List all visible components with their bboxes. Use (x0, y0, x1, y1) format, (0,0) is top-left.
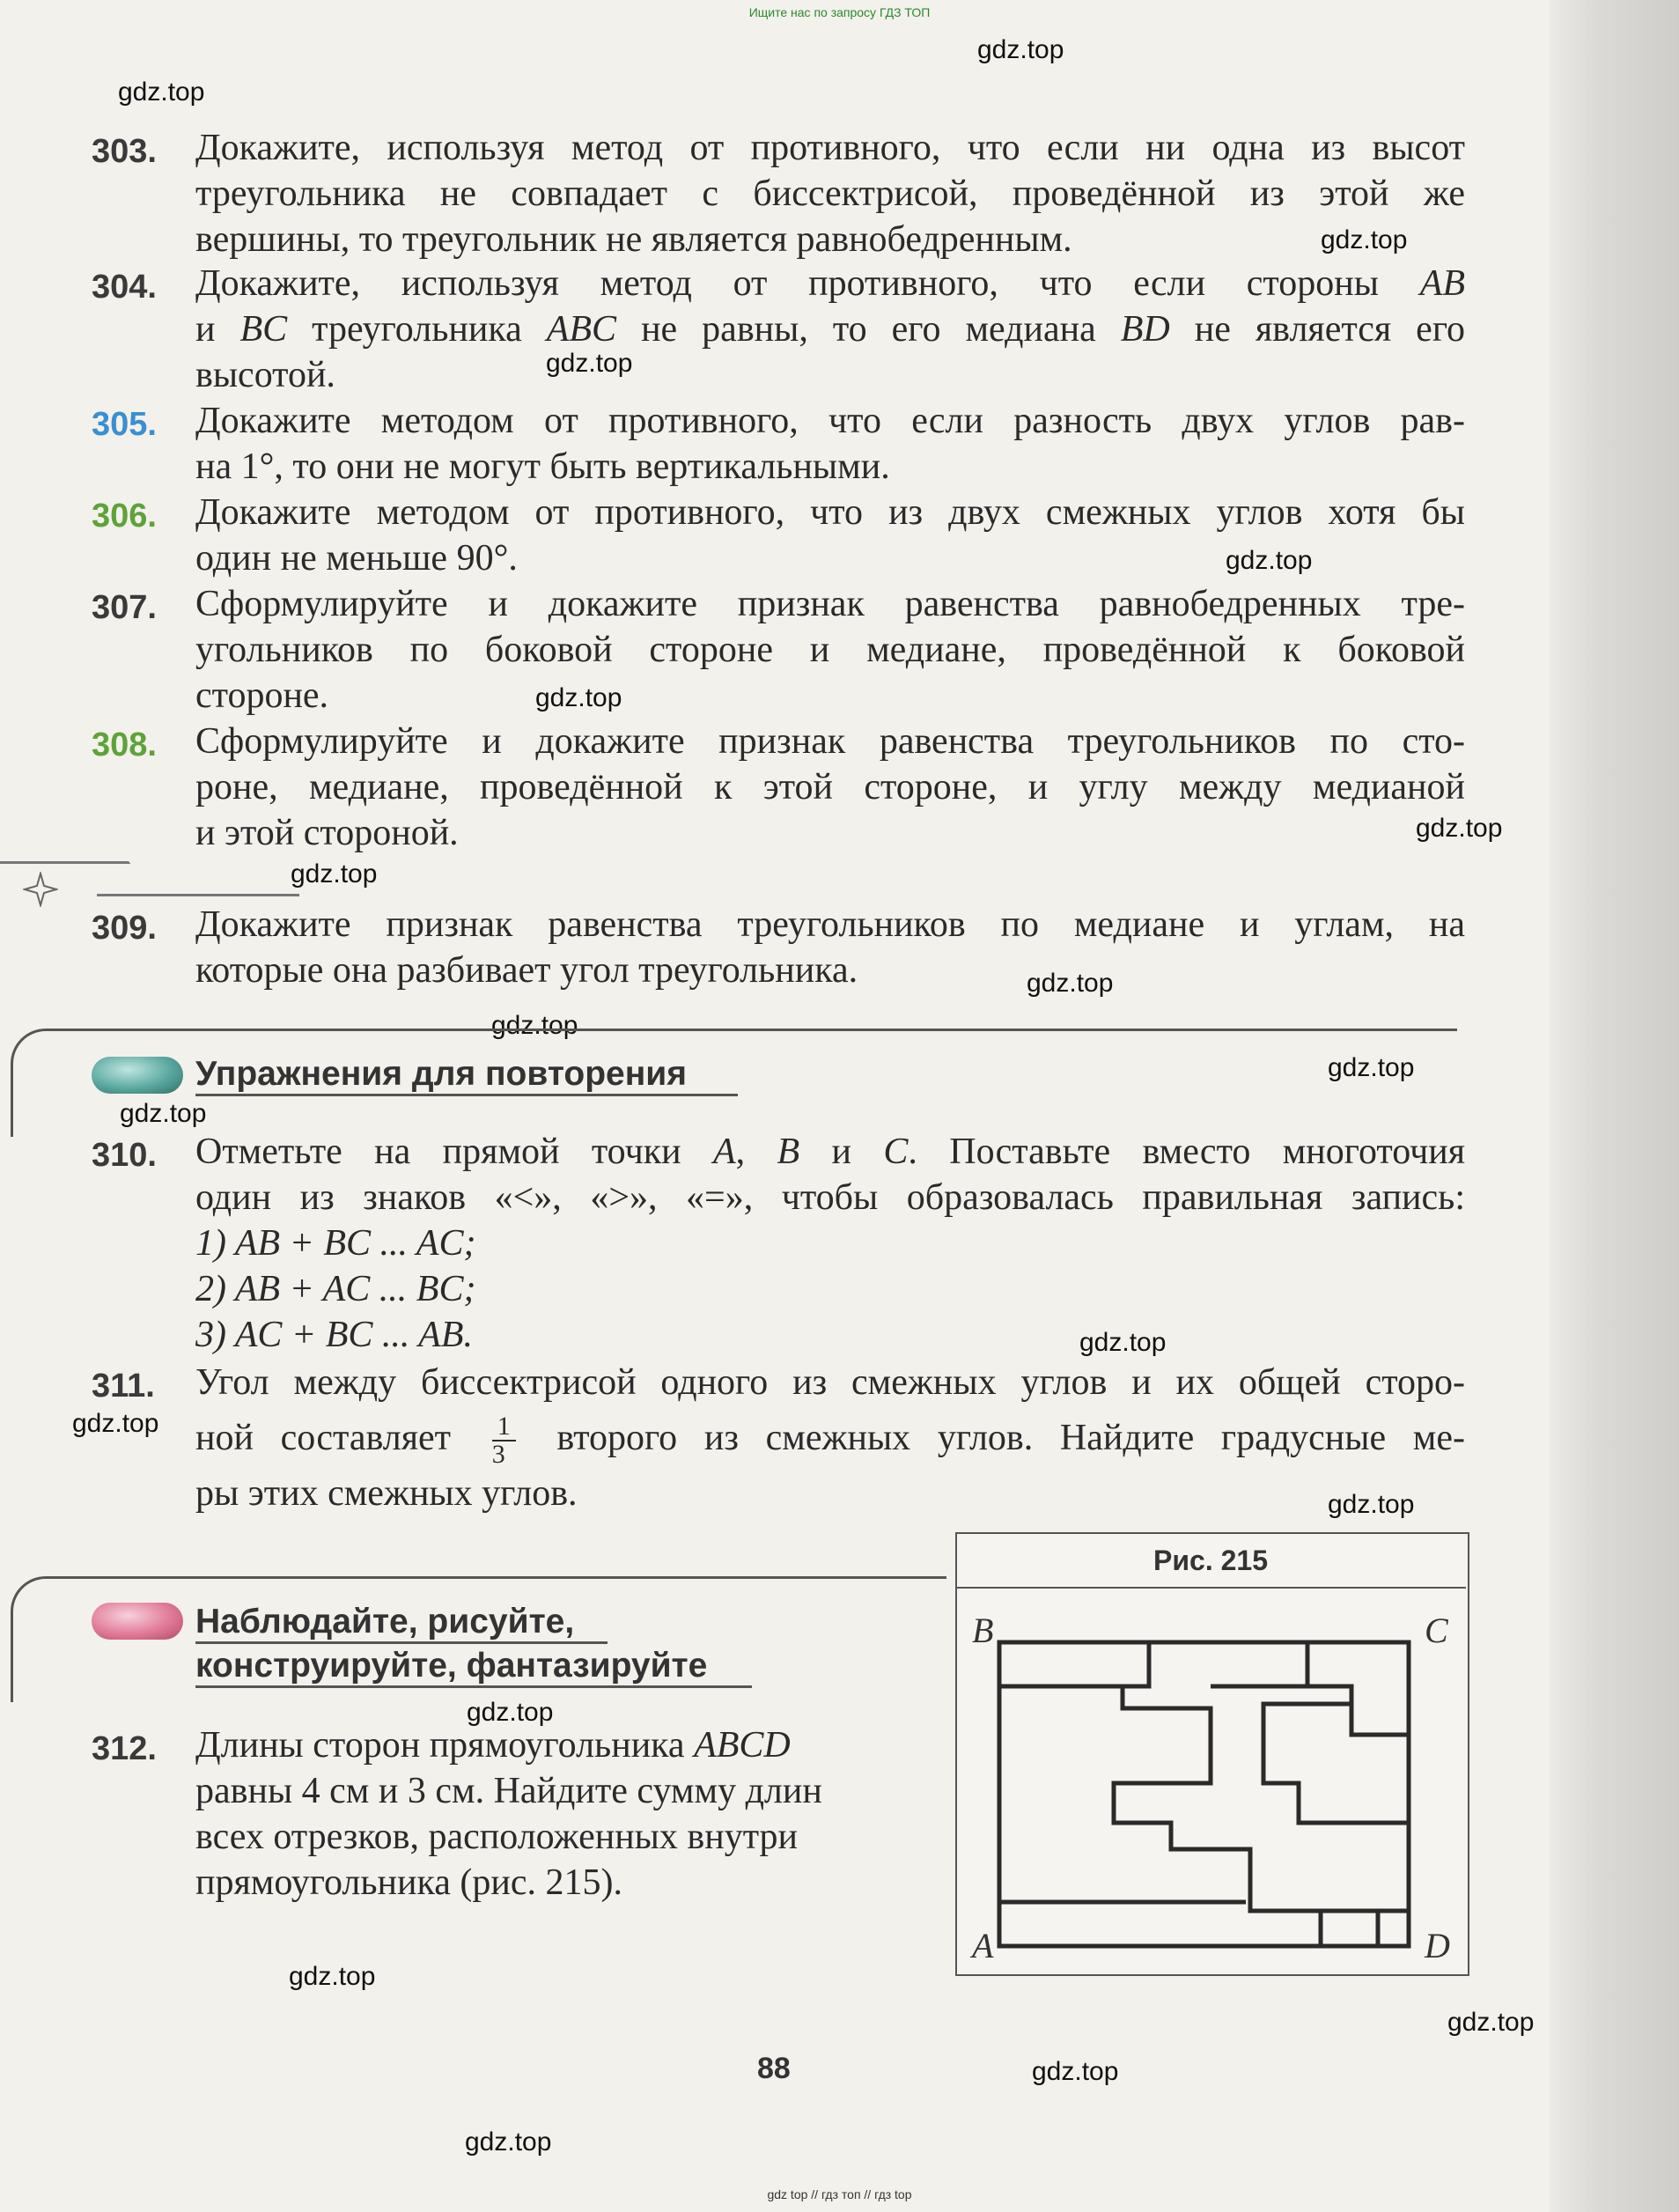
text-line: прямоугольника (рис. 215). (195, 1862, 622, 1903)
problem-number: 305. (92, 406, 157, 443)
inner-segment (999, 1642, 1149, 1686)
section-title: Упражнения для повторения (195, 1055, 688, 1093)
text-line: высотой. (195, 355, 335, 395)
watermark: gdz.top (535, 683, 622, 712)
math-var: BC (239, 309, 288, 350)
watermark: gdz.top (465, 2127, 552, 2157)
inner-segment (1351, 1704, 1409, 1735)
footer-note: gdz top // гдз топ // гдз top (767, 2187, 912, 2201)
text-segment: ной составляет (195, 1418, 452, 1458)
problem-312 (92, 1722, 937, 1906)
fraction-numerator: 1 (492, 1413, 516, 1441)
watermark: gdz.top (1226, 546, 1313, 575)
text-line: стороне. (195, 675, 329, 716)
problem-number: 307. (92, 589, 157, 626)
text-line: и этой стороной. (195, 813, 459, 853)
watermark: gdz.top (1328, 1490, 1415, 1519)
figure-title: Рис. 215 (1153, 1545, 1268, 1576)
problem-number: 308. (92, 726, 157, 763)
text-line: Отметьте на прямой точки A, B и C. Поставьте вместо многоточия (195, 1132, 1466, 1172)
watermark: gdz.top (289, 1962, 376, 1991)
text-line: всех отрезков, расположенных внутри (195, 1817, 799, 1857)
text-segment: . Поставьте вместо многоточия (908, 1132, 1466, 1172)
section-title-line2: конструируйте, фантазируйте (195, 1647, 708, 1685)
problem-number: 311. (92, 1368, 155, 1405)
list-item: 2) AB + AC ... BC; (195, 1269, 476, 1309)
problem-308 (92, 719, 1465, 856)
problem-310 (92, 1129, 1465, 1358)
watermark: gdz.top (72, 1409, 159, 1438)
star-marker-icon (23, 872, 58, 907)
math-var: C (883, 1132, 909, 1172)
problem-number: 309. (92, 910, 157, 947)
watermark: gdz.top (491, 1011, 578, 1040)
watermark: gdz.top (1079, 1328, 1167, 1357)
text-line: Угол между биссектрисой одного из смежных углов и их общей сторо- (195, 1362, 1465, 1403)
problem-number: 310. (92, 1137, 157, 1174)
text-line (195, 261, 1465, 306)
vertex-label-c: C (1425, 1611, 1448, 1650)
watermark: gdz.top (1416, 814, 1503, 843)
problem-305 (92, 398, 1465, 490)
section-pill-icon (92, 1603, 183, 1640)
text-segment: и (831, 1132, 852, 1172)
text-line (195, 1722, 937, 1768)
text-line: угольников по боковой стороне и медиане, проведённой к боковой (195, 630, 1465, 670)
math-var: BD (1120, 309, 1170, 350)
text-line: один не меньше 90°. (195, 538, 518, 579)
text-line (195, 306, 1465, 352)
watermark: gdz.top (467, 1698, 554, 1727)
section-pill-icon (92, 1057, 183, 1094)
figure-215-drawing (955, 1532, 1466, 1972)
text-segment: и (195, 309, 216, 350)
watermark: gdz.top (120, 1099, 207, 1128)
math-var: A (712, 1132, 736, 1172)
text-line: Докажите признак равенства треугольников по медиане и углам, на (195, 904, 1465, 945)
section-title-line1: Наблюдайте, рисуйте, (195, 1603, 575, 1641)
text-segment: второго из смежных углов. Найдите градусные ме- (556, 1418, 1466, 1458)
problem-304 (92, 261, 1465, 398)
text-line: равны 4 см и 3 см. Найдите сумму длин (195, 1771, 822, 1811)
section-underline (195, 1641, 608, 1644)
page-number: 88 (757, 2052, 791, 2085)
watermark: gdz.top (1027, 969, 1114, 998)
inner-segment (1114, 1686, 1321, 1946)
problem-number: 303. (92, 133, 157, 170)
inner-segment (1211, 1686, 1409, 1823)
vertex-label-a: A (972, 1926, 994, 1965)
problem-311 (92, 1360, 1465, 1516)
section-underline (195, 1094, 738, 1096)
list-item: 3) AC + BC ... AB. (195, 1315, 473, 1355)
math-var: AB (1419, 263, 1465, 304)
section-rule (0, 861, 79, 864)
math-var: ABC (546, 309, 617, 350)
vertex-label-b: B (972, 1611, 994, 1650)
watermark: gdz.top (546, 349, 633, 378)
text-line: Сформулируйте и докажите признак равенства равнобедренных тре- (195, 584, 1465, 624)
text-line: которые она разбивает угол треугольника. (195, 950, 858, 991)
watermark: gdz.top (1328, 1053, 1415, 1082)
watermark: gdz.top (1032, 2057, 1119, 2086)
header-note: Ищите нас по запросу ГДЗ ТОП (748, 5, 931, 19)
list-item: 1) AB + BC ... AC; (195, 1223, 476, 1264)
text-line: ры этих смежных углов. (195, 1473, 578, 1514)
problem-number: 306. (92, 498, 157, 535)
text-segment: Докажите, используя метод от противного, что если стороны (195, 263, 1379, 304)
text-line: Докажите методом от противного, что из двух смежных углов хотя бы (195, 492, 1465, 533)
math-var: B (777, 1132, 800, 1172)
text-line: на 1°, то они не могут быть вертикальными. (195, 446, 890, 487)
text-line: Докажите методом от противного, что если разность двух углов рав- (195, 401, 1465, 441)
problem-309 (92, 902, 1465, 993)
vertex-label-d: D (1425, 1926, 1450, 1965)
watermark: gdz.top (291, 859, 378, 888)
section-underline (195, 1685, 752, 1688)
watermark: gdz.top (1447, 2008, 1535, 2037)
section-rule (97, 894, 299, 896)
problem-number: 304. (92, 269, 157, 306)
fraction (492, 1413, 516, 1468)
text-line: треугольника не совпадает с биссектрисой, проведённой из этой же (195, 173, 1465, 214)
problem-number: 312. (92, 1730, 157, 1767)
page-edge-shadow (1550, 0, 1679, 2212)
text-line: Докажите, используя метод от противного, что если ни одна из высот (195, 128, 1465, 168)
problem-307 (92, 581, 1465, 719)
watermark: gdz.top (1321, 225, 1408, 254)
text-segment: Длины сторон прямоугольника (195, 1725, 685, 1766)
text-line: вершины, то треугольник не является равнобедренным. (195, 219, 1072, 260)
text-line: один из знаков «<», «>», «=», чтобы образовалась правильная запись: (195, 1177, 1465, 1218)
text-line (195, 1405, 1465, 1471)
text-segment: не равны, то его медиана (641, 309, 1096, 350)
watermark: gdz.top (977, 35, 1064, 64)
text-line: роне, медиане, проведённой к этой стороне, и углу между медианой (195, 767, 1465, 807)
text-line: Сформулируйте и докажите признак равенства треугольников по сто- (195, 721, 1465, 762)
text-segment: треугольника (312, 309, 522, 350)
watermark: gdz.top (118, 77, 205, 107)
problem-303 (92, 125, 1465, 262)
text-segment: не является его (1194, 309, 1466, 350)
problem-306 (92, 490, 1465, 581)
math-var: ABCD (694, 1725, 791, 1766)
text-segment: Отметьте на прямой точки (195, 1132, 681, 1172)
fraction-denominator: 3 (491, 1440, 505, 1470)
